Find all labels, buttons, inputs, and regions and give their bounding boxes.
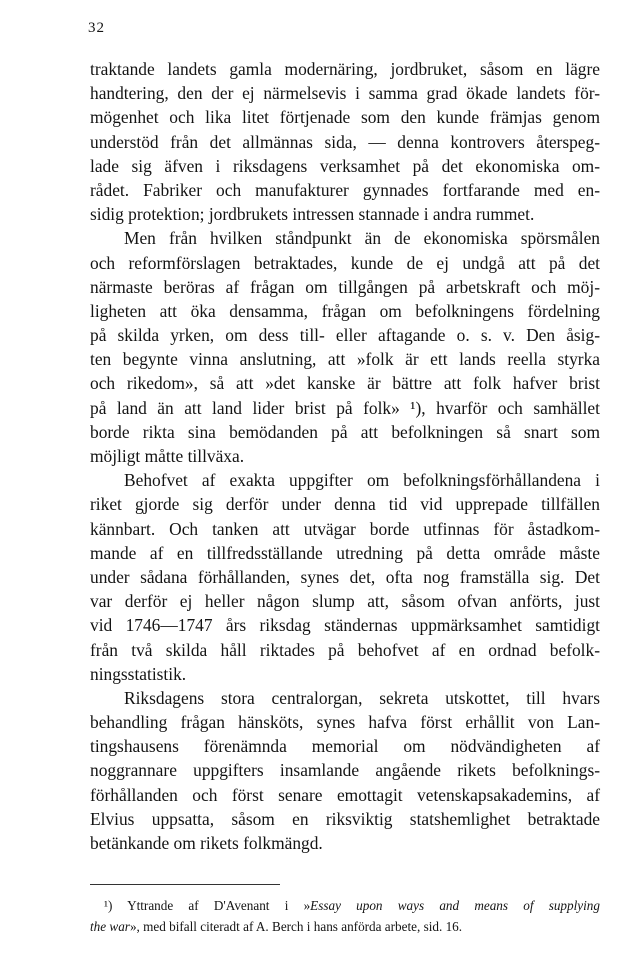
footnote-title: Essay upon ways and means of supplying — [310, 898, 600, 913]
text-line: behandling frågan hänsköts, synes hafva först erhållit von Lan- — [90, 712, 600, 733]
text-line: på skilda yrken, om dess till- eller aftagande o. s. v. Den åsig- — [90, 325, 600, 346]
text-line: under sådana förhållanden, synes det, ofta nog framställa sig. Det — [90, 566, 600, 587]
text-line: från två skilda håll riktades på behofvet af en ordnad befolk- — [90, 639, 600, 660]
text-line: lade sig äfven i riksdagens verksamhet på det ekonomiska om- — [90, 155, 600, 176]
text-line: var derför ej heller någon slump att, såsom ofvan anförts, just — [90, 591, 600, 612]
text-line: på land än att land lider brist på folk» ¹), hvarför och samhället — [90, 397, 600, 418]
text-line: ningsstatistik. — [90, 663, 187, 684]
body-text — [90, 57, 600, 855]
text-line: ten begynte vinna anslutning, att »folk är ett lands reella styrka — [90, 349, 600, 370]
text-line: och rikedom», så att »det kanske är bättre att folk hafver brist — [90, 373, 600, 394]
footnote — [90, 895, 600, 937]
footnote-line — [90, 916, 600, 937]
text-line: handtering, den der ej närmelsevis i samma grad ökade landets för- — [90, 83, 600, 104]
text-line: noggrannare uppgifters insamlande angående rikets befolknings- — [90, 760, 600, 781]
text-line: mögenhet och lika litet förtjenade som den kunde främjas genom — [90, 107, 600, 128]
text-line: närmaste beröras af frågan om tillgången på arbetskraft och möj- — [90, 276, 600, 297]
text-line: Riksdagens stora centralorgan, sekreta utskottet, till hvars — [124, 687, 600, 708]
text-line: rådet. Fabriker och manufakturer gynnades fortfarande med en- — [90, 179, 600, 200]
footnote-line — [90, 895, 600, 916]
text-line: vid 1746—1747 års riksdag ständernas uppmärksamhet samtidigt — [90, 615, 600, 636]
footnote-divider — [90, 884, 280, 885]
text-line: borde rikta sina bemödanden på att befolkningen så snart som — [90, 421, 600, 442]
text-line: möjligt måtte tillväxa. — [90, 446, 245, 466]
footnote-title: the war — [90, 919, 130, 934]
text-line: mande af en tillfredsställande utredning på detta område måste — [90, 542, 600, 563]
footnote-text: », med bifall citeradt af A. Berch i hans anförda arbete, sid. 16. — [129, 919, 463, 934]
text-line: traktande landets gamla modernäring, jordbruket, såsom en lägre — [90, 59, 600, 79]
text-line: Behofvet af exakta uppgifter om befolkningsförhållandena i — [124, 470, 600, 491]
text-line: tingshausens förenämnda memorial om nödvändigheten af — [90, 736, 600, 757]
text-line: ligheten att öka densamma, frågan om befolkningens fördelning — [90, 300, 600, 321]
text-line: Elvius uppsatta, såsom en riksviktig statshemlighet betraktade — [90, 808, 600, 829]
text-line: sidig protektion; jordbrukets intressen stannade i andra rummet. — [90, 204, 535, 225]
text-line: riket gjorde sig derför under denna tid vid upprepade tillfällen — [90, 494, 600, 515]
text-line: betänkande om rikets folkmängd. — [90, 833, 323, 853]
page-number: 32 — [88, 20, 105, 36]
text-line: förhållanden och först senare emottagit vetenskapsakademins, af — [90, 784, 600, 805]
text-line: understöd från det allmännas sida, — denna kontrovers återspeg- — [90, 131, 600, 152]
text-line: Men från hvilken ståndpunkt än de ekonomiska spörsmålen — [124, 228, 600, 249]
footnote-text: ¹) Yttrande af D'Avenant i » — [104, 898, 311, 913]
text-line: och reformförslagen betraktades, kunde de ej undgå att på det — [90, 252, 600, 273]
text-line: kännbart. Och tanken att utvägar borde utfinnas för åstadkom- — [90, 518, 600, 539]
